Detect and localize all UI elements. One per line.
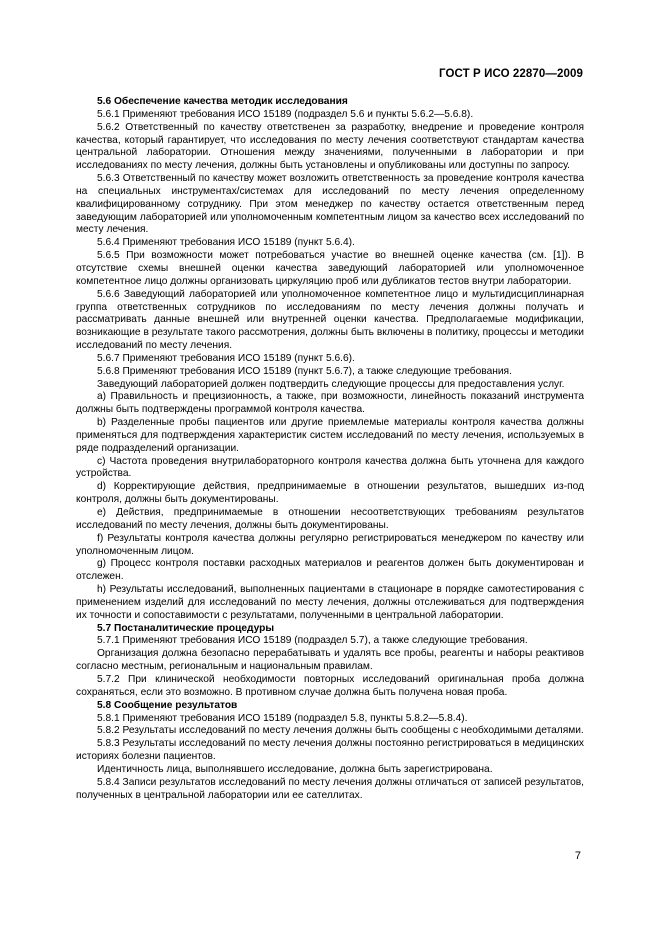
list-item: g) Процесс контроля поставки расходных материалов и реагентов должен быть документирован и отслежен. [76, 558, 584, 583]
paragraph: 5.6.8 Применяют требования ИСО 15189 (пункт 5.6.7), а также следующие требования. [97, 365, 512, 377]
paragraph: 5.8.4 Записи результатов исследований по месту лечения должны отличаться от записей результатов, полученных в центральной лаборатории или ее сателлитах. [76, 776, 584, 801]
paragraph: 5.8.1 Применяют требования ИСО 15189 (подраздел 5.8, пункты 5.8.2—5.8.4). [97, 712, 468, 724]
paragraph: Заведующий лабораторией должен подтвердить следующие процессы для предоставления услуг. [97, 378, 565, 390]
paragraph: 5.6.5 При возможности может потребоваться участие во внешней оценке качества (см. [1]). В отсутствие схемы внешней оценки качества заведующий лабораторией или уполномоченное компетентное лицо должны организовать циркуляцию проб или дубликатов тестов внутри лаборатории. [76, 250, 584, 287]
section-heading: 5.7 Постаналитические процедуры [97, 622, 275, 634]
paragraph: Идентичность лица, выполнявшего исследование, должна быть зарегистрирована. [97, 763, 493, 775]
list-item: b) Разделенные пробы пациентов или другие приемлемые материалы контроля качества должны применяться для подтверждения характеристик систем исследований по месту лечения, используемых в ряде подразделений организации. [76, 417, 584, 454]
document-body [76, 96, 584, 802]
paragraph: 5.6.2 Ответственный по качеству ответственен за разработку, внедрение и проведение контроля качества, который гарантирует, что исследования по месту лечения соответствуют стандартам качества центральной лаборатории. Отношения между значениями, полученными в лаборатории и при исследованиях по месту лечения, должны быть установлены и опубликованы или доступны по запросу. [76, 121, 584, 172]
paragraph: 5.7.2 При клинической необходимости повторных исследований оригинальная проба должна сохраняться, если это возможно. В противном случае должна быть получена новая проба. [76, 673, 584, 698]
section-heading: 5.8 Сообщение результатов [97, 699, 238, 711]
section-heading: 5.6 Обеспечение качества методик исследования [97, 96, 348, 107]
list-item: с) Частота проведения внутрилабораторного контроля качества должна быть уточнена для каждого устройства. [76, 455, 584, 480]
paragraph: 5.8.2 Результаты исследований по месту лечения должны быть сообщены с необходимыми деталями. [97, 725, 584, 737]
list-item: f) Результаты контроля качества должны регулярно регистрироваться менеджером по качеству или уполномоченным лицом. [76, 532, 584, 557]
paragraph: 5.6.7 Применяют требования ИСО 15189 (пункт 5.6.6). [97, 352, 355, 364]
document-code: ГОСТ Р ИСО 22870—2009 [438, 68, 583, 80]
paragraph: 5.7.1 Применяют требования ИСО 15189 (подраздел 5.7), а также следующие требования. [97, 635, 528, 647]
paragraph: Организация должна безопасно перерабатывать и удалять все пробы, реагенты и наборы реактивов согласно местным, региональным и национальным правилам. [76, 648, 584, 673]
paragraph: 5.6.3 Ответственный по качеству может возложить ответственность за проведение контроля качества на специальных инструментах/системах для исследований по месту лечения определенному квалифицированному сотруднику. При этом менеджер по качеству остается ответственным перед заведующим лабораторией или уполномоченным компетентным лицом за качество всех исследований по месту лечения. [76, 173, 584, 236]
list-item: а) Правильность и прецизионность, а также, при возможности, линейность показаний инструмента должны быть подтверждены программой контроля качества. [76, 391, 584, 416]
paragraph: 5.6.1 Применяют требования ИСО 15189 (подраздел 5.6 и пункты 5.6.2—5.6.8). [97, 108, 474, 120]
list-item: h) Результаты исследований, выполненных пациентами в стационаре в порядке самотестирования с применением изделий для исследований по месту лечения, должны отслеживаться для подтверждения их точности и сопоставимости с результатами, полученными в центральной лаборатории. [76, 584, 584, 621]
list-item: е) Действия, предпринимаемые в отношении несоответствующих требованиям результатов исследований по месту лечения, должны быть документированы. [76, 507, 584, 531]
paragraph: 5.6.4 Применяют требования ИСО 15189 (пункт 5.6.4). [97, 237, 355, 249]
page-number: 7 [574, 850, 581, 862]
paragraph: 5.8.3 Результаты исследований по месту лечения должны постоянно регистрироваться в медицинских историях болезни пациентов. [76, 738, 584, 763]
paragraph: 5.6.6 Заведующий лабораторией или уполномоченное компетентное лицо и мультидисциплинарная группа ответственных сотрудников по исследованиям по месту лечения должны получать и рассматривать данные внешней или внутренней оценки качества. Предполагаемые модификации, возникающие в результате такого рассмотрения, должны быть включены в политику, процессы и методики исследований по месту лечения. [76, 288, 584, 352]
list-item: d) Корректирующие действия, предпринимаемые в отношении результатов, вышедших из-под контроля, должны быть документированы. [76, 481, 584, 506]
